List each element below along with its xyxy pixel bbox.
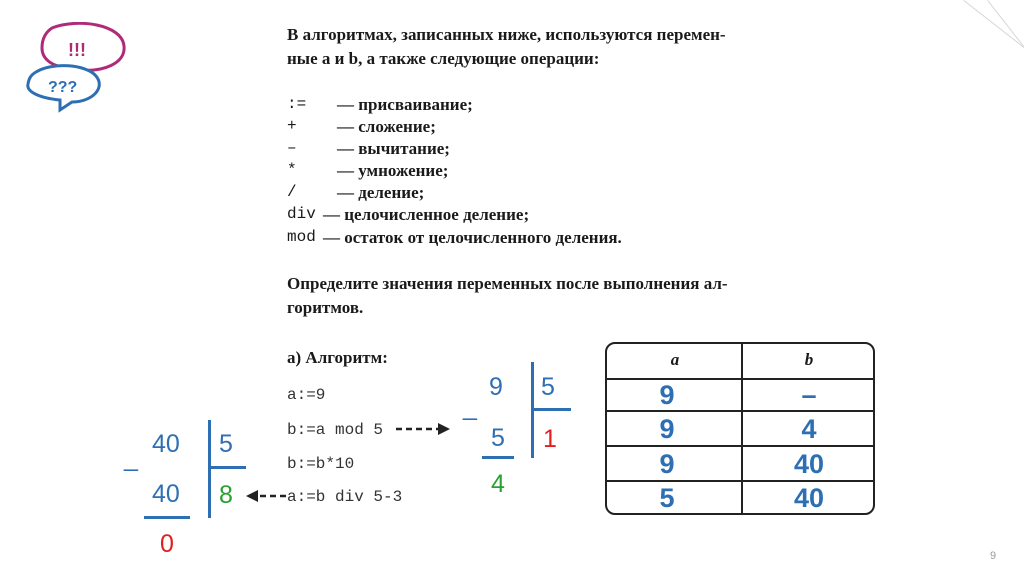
operation-description: — присваивание;: [337, 95, 473, 114]
algorithm-title: а) Алгоритм:: [287, 348, 388, 367]
division-left-quotient-bar: [210, 466, 246, 469]
intro-line-2: ные a и b, а также следующие операции:: [287, 49, 600, 68]
page-number: 9: [990, 550, 997, 562]
division-left-result-bar: [144, 516, 190, 519]
task-line-1: Определите значения переменных после выполнения ал-: [287, 274, 728, 293]
values-table: [605, 342, 875, 515]
operation-symbol: +: [287, 117, 297, 135]
division-left-subtrahend: 40: [152, 480, 180, 508]
table-cell-b: 40: [793, 449, 825, 479]
table-row-divider: [607, 410, 873, 412]
algorithm-line: b:=a mod 5: [287, 421, 384, 439]
table-header-a: a: [670, 350, 680, 369]
operation-symbol: mod: [287, 228, 316, 246]
operation-description: — умножение;: [337, 161, 449, 180]
division-right-quotient: 1: [543, 425, 557, 453]
algorithm-line: a:=9: [287, 386, 326, 404]
operation-description: — вычитание;: [337, 139, 450, 158]
division-left-quotient: 8: [219, 481, 233, 509]
table-cell-a: 5: [659, 483, 675, 513]
right-arrow-icon: [394, 421, 452, 437]
division-left-divisor: 5: [219, 430, 233, 458]
division-right-result-bar: [482, 456, 514, 459]
table-cell-a: 9: [659, 414, 675, 444]
table-column-divider: [741, 344, 743, 513]
operation-description: — остаток от целочисленного деления.: [323, 228, 622, 247]
question-bubble-text: ???: [48, 79, 78, 96]
table-cell-a: 9: [659, 380, 675, 410]
table-cell-b: 40: [793, 483, 825, 513]
division-left-minus: _: [124, 444, 138, 472]
algorithm-line: a:=b div 5-3: [287, 488, 403, 506]
operation-symbol: :=: [287, 95, 307, 113]
division-left-remainder: 0: [160, 530, 174, 558]
operation-symbol: div: [287, 205, 316, 223]
algorithm-line: b:=b*10: [287, 455, 355, 473]
division-right-minus: _: [463, 393, 477, 421]
division-left-dividend: 40: [152, 430, 180, 458]
operation-symbol: /: [287, 183, 297, 201]
table-header-b: b: [804, 350, 814, 369]
left-arrow-icon: [244, 488, 288, 504]
table-cell-b: –: [801, 380, 817, 410]
task-line-2: горитмов.: [287, 298, 364, 317]
question-bubble-icon: [28, 66, 100, 110]
division-right-subtrahend: 5: [491, 424, 505, 452]
division-right-dividend: 9: [489, 373, 503, 401]
division-right-remainder: 4: [491, 470, 505, 498]
table-row-divider: [607, 445, 873, 447]
operation-description: — деление;: [337, 183, 425, 202]
table-row-divider: [607, 480, 873, 482]
division-left-vertical-bar: [208, 420, 211, 518]
operation-symbol: *: [287, 161, 297, 179]
division-right-quotient-bar: [533, 408, 571, 411]
division-right-divisor: 5: [541, 373, 555, 401]
operation-description: — сложение;: [337, 117, 436, 136]
table-cell-a: 9: [659, 449, 675, 479]
operation-symbol: –: [287, 139, 297, 157]
exclaim-bubble-text: !!!: [68, 40, 86, 60]
table-cell-b: 4: [801, 414, 817, 444]
intro-line-1: В алгоритмах, записанных ниже, используются перемен-: [287, 25, 726, 44]
speech-bubbles-icon: [22, 22, 132, 114]
operation-description: — целочисленное деление;: [323, 205, 530, 224]
